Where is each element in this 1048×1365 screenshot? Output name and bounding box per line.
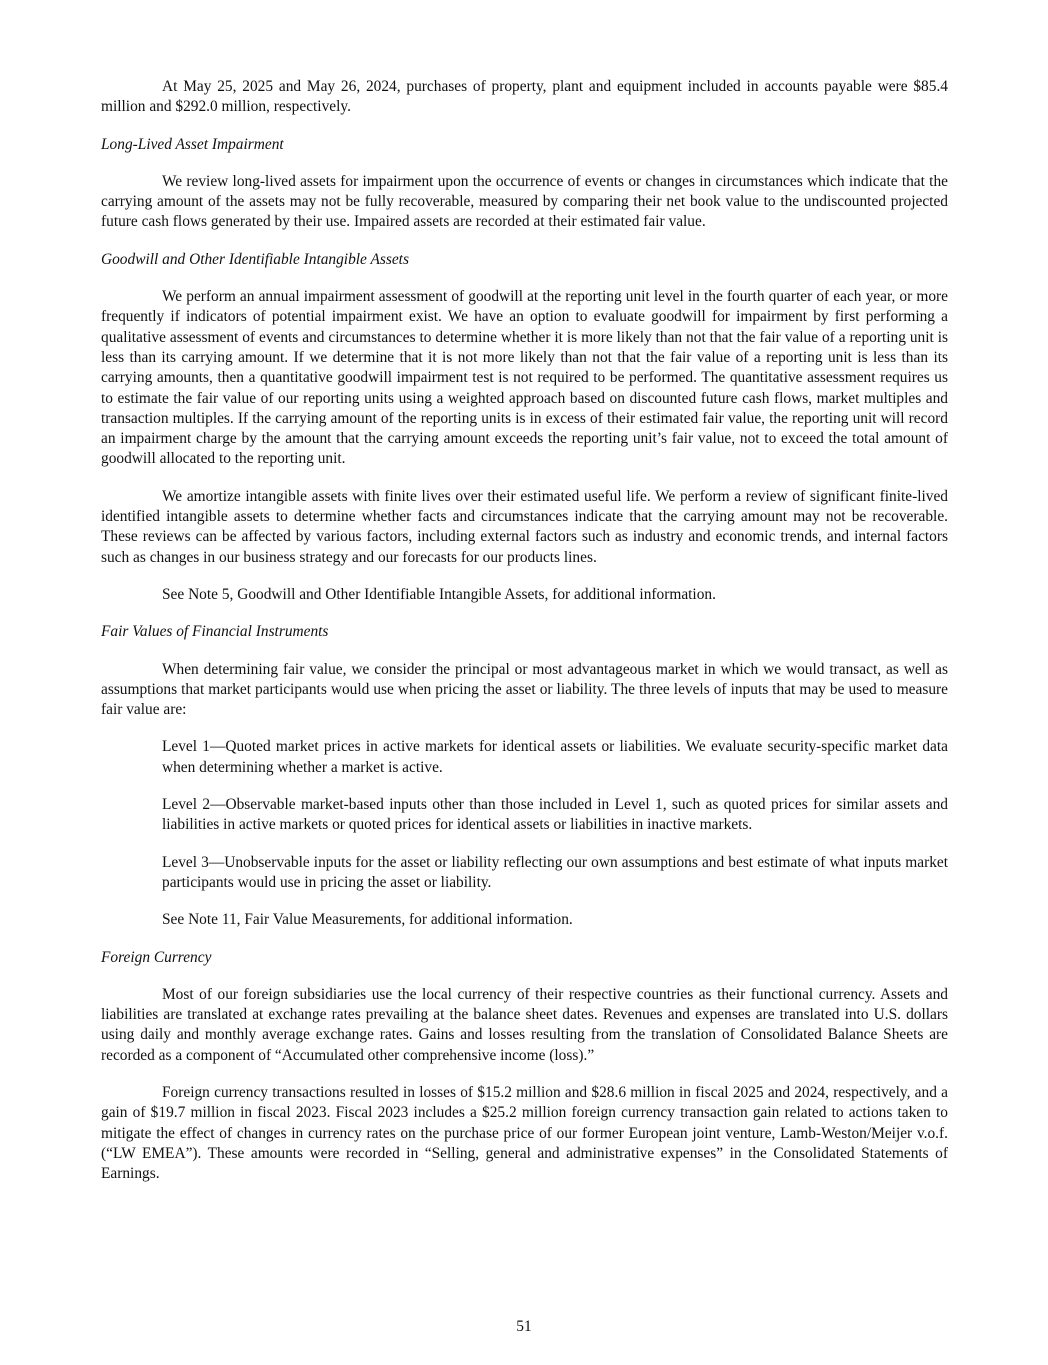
paragraph-see-note-11: See Note 11, Fair Value Measurements, for additional information. bbox=[162, 911, 573, 929]
paragraph-accounts-payable: At May 25, 2025 and May 26, 2024, purchases of property, plant and equipment included in accounts payable were $85.4 million and $292.0 million, respectively. bbox=[101, 78, 948, 116]
page-number: 51 bbox=[516, 1318, 532, 1335]
paragraph-goodwill-impairment: We perform an annual impairment assessment of goodwill at the reporting unit level in the fourth quarter of each year, or more frequently if indicators of potential impairment exist. We have an option to evaluate goodwill for impairment by first performing a qualitative assessment of events and circumstances to determine whether it is more likely than not that the fair value of a reporting unit is less than its carrying amount. If we determine that it is not more likely than not that the fair value of a reporting unit is less than its carrying amounts, then a quantitative goodwill impairment test is not required to be performed. The quantitative assessment requires us to estimate the fair value of our reporting units using a weighted approach based on discounted future cash flows, market multiples and transaction multiples. If the carrying amount of the reporting units is in excess of their estimated fair value, the reporting unit will record an impairment charge by the amount that the carrying amount exceeds the reporting unit’s fair value, not to exceed the total amount of goodwill allocated to the reporting unit. bbox=[101, 288, 948, 468]
paragraph-fair-value-intro: When determining fair value, we consider the principal or most advantageous market in which we would transact, as well as assumptions that market participants would use when pricing the asset or liability. The three levels of inputs that may be used to measure fair value are: bbox=[101, 660, 948, 719]
paragraph-see-note-5: See Note 5, Goodwill and Other Identifiable Intangible Assets, for additional information. bbox=[162, 585, 716, 603]
paragraph-functional-currency: Most of our foreign subsidiaries use the local currency of their respective countries as their functional currency. Assets and liabilities are translated at exchange rates prevailing at the balance sheet dates. Revenues and expenses are translated into U.S. dollars using daily and monthly average exchange rates. Gains and losses resulting from the translation of Consolidated Balance Sheets are recorded as a component of “Accumulated other comprehensive income (loss).” bbox=[101, 985, 948, 1064]
fair-value-level-1: Level 1—Quoted market prices in active markets for identical assets or liabilities. We evaluate security-specific market data when determining whether a market is active. bbox=[162, 738, 948, 776]
paragraph-intangible-amortization: We amortize intangible assets with finite lives over their estimated useful life. We perform a review of significant finite-lived identified intangible assets to determine whether facts and circumstances indicate that the carrying amount may not be recoverable. These reviews can be affected by various factors, including external factors such as industry and economic trends, and internal factors such as changes in our business strategy and our forecasts for our products lines. bbox=[101, 487, 948, 566]
fair-value-level-2: Level 2—Observable market-based inputs other than those included in Level 1, such as quoted prices for similar assets and liabilities in active markets or quoted prices for identical assets or liabilities in inactive markets. bbox=[162, 796, 948, 834]
heading-fair-values: Fair Values of Financial Instruments bbox=[101, 623, 329, 641]
fair-value-level-3: Level 3—Unobservable inputs for the asset or liability reflecting our own assumptions and best estimate of what inputs market participants would use in pricing the asset or liability. bbox=[162, 853, 948, 891]
heading-goodwill: Goodwill and Other Identifiable Intangible Assets bbox=[101, 250, 409, 268]
document-body bbox=[101, 77, 948, 1184]
heading-long-lived-asset-impairment: Long-Lived Asset Impairment bbox=[101, 135, 284, 153]
heading-foreign-currency: Foreign Currency bbox=[101, 948, 212, 966]
paragraph-long-lived-assets: We review long-lived assets for impairment upon the occurrence of events or changes in circumstances which indicate that the carrying amount of the assets may not be fully recoverable, measured by comparing their net book value to the undiscounted projected future cash flows generated by their use. Impaired assets are recorded at their estimated fair value. bbox=[101, 172, 948, 231]
paragraph-currency-transactions: Foreign currency transactions resulted in losses of $15.2 million and $28.6 million in fiscal 2025 and 2024, respectively, and a gain of $19.7 million in fiscal 2023. Fiscal 2023 includes a $25.2 million foreign currency transaction gain related to actions taken to mitigate the effect of changes in currency rates on the purchase price of our former European joint venture, Lamb-Weston/Meijer v.o.f. (“LW EMEA”). These amounts were recorded in “Selling, general and administrative expenses” in the Consolidated Statements of Earnings. bbox=[101, 1083, 948, 1183]
